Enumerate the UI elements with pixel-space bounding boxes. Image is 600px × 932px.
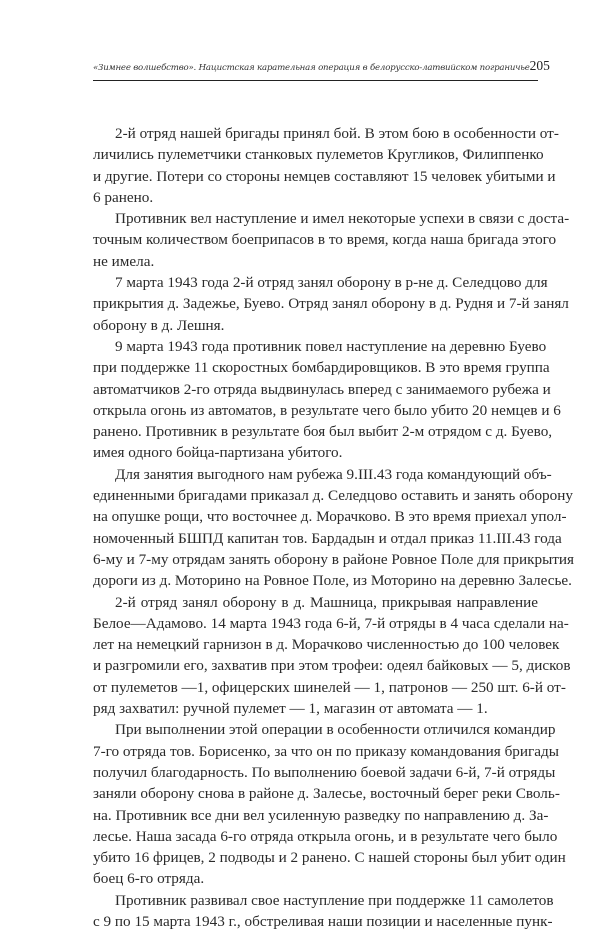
text-line: оборону в д. Лешня. bbox=[93, 316, 225, 334]
paragraph bbox=[93, 890, 554, 932]
paragraph bbox=[93, 336, 561, 464]
text-line: ряд захватил: ручной пулемет — 1, магазин от автомата — 1. bbox=[93, 700, 488, 718]
text-line: При выполнении этой операции в особенности отличился командир bbox=[115, 721, 556, 739]
paragraph bbox=[93, 592, 571, 720]
paragraph bbox=[93, 719, 566, 889]
running-head bbox=[93, 58, 550, 81]
text-line: Белое—Адамово. 14 марта 1943 года 6-й, 7-й отряды в 4 часа сделали на- bbox=[93, 614, 569, 632]
text-line: и разгромили его, захватив при этом трофеи: одеял байковых — 5, дисков bbox=[93, 657, 571, 675]
text-line: личились пулеметчики станковых пулеметов Кругликов, Филиппенко bbox=[93, 146, 544, 164]
text-line: лесье. Наша засада 6-го отряда открыла огонь, и в результате чего было bbox=[93, 827, 558, 845]
text-line: на. Противник все дни вел усиленную разведку по направлению д. За- bbox=[93, 806, 549, 824]
text-line: не имела. bbox=[93, 252, 155, 270]
text-line: с 9 по 15 марта 1943 г., обстреливая наши позиции и населенные пунк- bbox=[93, 912, 553, 930]
paragraph bbox=[93, 272, 569, 336]
text-line: Противник развивал свое наступление при поддержке 11 самолетов bbox=[115, 891, 554, 909]
text-line: лет на немецкий гарнизон в д. Морачково численностью до 100 человек bbox=[93, 636, 560, 654]
text-line: боец 6-го отряда. bbox=[93, 870, 205, 888]
text-line: 7 марта 1943 года 2-й отряд занял оборону в р-не д. Селедцово для bbox=[115, 274, 548, 292]
text-line: и другие. Потери со стороны немцев составляют 15 человек убитыми и bbox=[93, 167, 556, 185]
text-line: 9 марта 1943 года противник повел наступление на деревню Буево bbox=[115, 337, 547, 355]
text-line: прикрытия д. Задежье, Буево. Отряд занял оборону в д. Рудня и 7-й занял bbox=[93, 295, 569, 313]
text-line: открыла огонь из автоматов, в результате чего было убито 20 немцев и 6 bbox=[93, 401, 561, 419]
paragraph bbox=[93, 464, 575, 592]
page-number: 205 bbox=[529, 58, 550, 73]
text-line: 2-й отряд занял оборону в д. Машница, прикрывая направление bbox=[115, 593, 538, 611]
text-line: 6 ранено. bbox=[93, 188, 154, 206]
text-line: при поддержке 11 скоростных бомбардировщиков. В это время группа bbox=[93, 359, 550, 377]
text-line: 6-му и 7-му отрядам занять оборону в районе Ровное Поле для прикрытия bbox=[93, 550, 575, 568]
text-line: точным количеством боеприпасов в то время, когда наша бригада этого bbox=[93, 231, 557, 249]
text-line: номоченный БШПД капитан тов. Бардадын и отдал приказ 11.III.43 года bbox=[93, 529, 562, 547]
text-line: 2-й отряд нашей бригады принял бой. В этом бою в особенности от- bbox=[115, 125, 559, 142]
paragraph bbox=[93, 208, 570, 272]
running-title: «Зимнее волшебство». Нацистская карательная операция в белорусско-латвийском пограничье bbox=[93, 63, 530, 73]
body-text bbox=[93, 123, 575, 932]
text-line: убито 16 фрицев, 2 подводы и 2 ранено. С нашей стороны был убит один bbox=[93, 849, 566, 867]
text-line: Противник вел наступление и имел некоторые успехи в связи с доста- bbox=[115, 210, 570, 228]
text-line: получил благодарность. По выполнению боевой задачи 6-й, 7-й отряды bbox=[93, 763, 556, 781]
text-line: имея одного бойца-партизана убитого. bbox=[93, 444, 343, 462]
text-line: Для занятия выгодного нам рубежа 9.III.43 года командующий объ- bbox=[115, 465, 552, 483]
book-page bbox=[93, 58, 575, 932]
text-line: единенными бригадами приказал д. Селедцово оставить и занять оборону bbox=[93, 487, 573, 505]
text-line: заняли оборону снова в районе д. Залесье, восточный берег реки Своль- bbox=[93, 785, 560, 803]
text-line: автоматчиков 2-го отряда выдвинулась вперед с занимаемого рубежа и bbox=[93, 380, 551, 398]
text-line: ранено. Противник в результате боя был выбит 2-м отрядом с д. Буево, bbox=[93, 423, 553, 441]
text-line: дороги из д. Моторино на Ровное Поле, из Моторино на деревню Залесье. bbox=[93, 572, 572, 590]
paragraph bbox=[93, 123, 559, 208]
text-line: 7-го отряда тов. Борисенко, за что он по приказу командования бригады bbox=[93, 742, 559, 760]
text-line: на опушке рощи, что восточнее д. Морачково. В это время приехал упол- bbox=[93, 508, 567, 526]
text-line: от пулеметов —1, офицерских шинелей — 1, патронов — 250 шт. 6-й от- bbox=[93, 678, 566, 696]
